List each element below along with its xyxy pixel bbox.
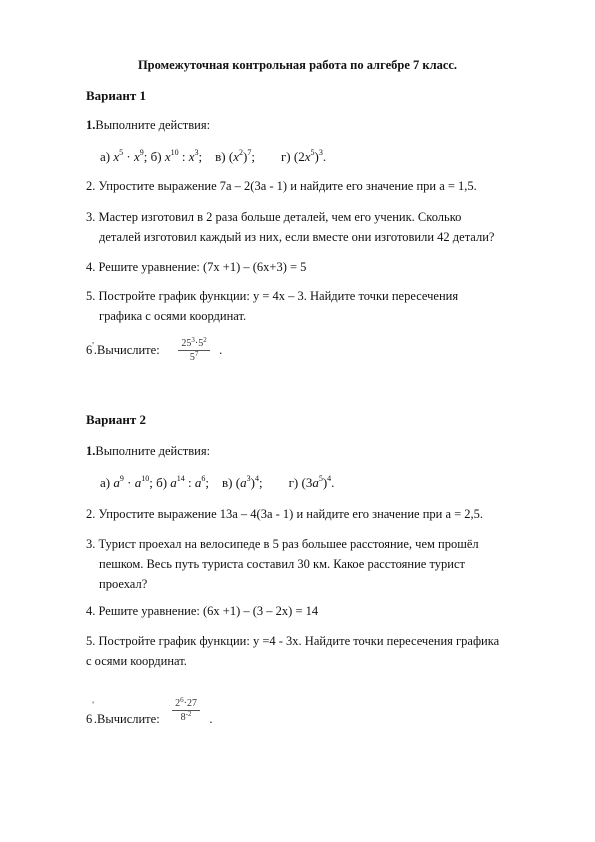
- v1-task-1-text: Выполните действия:: [95, 118, 211, 132]
- variant-1-heading: Вариант 1: [86, 88, 147, 103]
- variant-2-heading: Вариант 2: [86, 412, 147, 427]
- v1-part-a-label: а): [100, 149, 111, 164]
- v2-part-v-label: в): [222, 475, 233, 490]
- v1-part-b-label: б): [150, 149, 162, 164]
- v1-task-5-line-2: графика с осями координат.: [99, 309, 247, 323]
- v2-task-6: 6'.Вычислите: $\frac{2^6\cdot 27}{8^{-2}}$ .: [86, 695, 213, 726]
- v1-task-1: [86, 118, 210, 133]
- v1-task-3-line-2: деталей изготовил каждый из них, если вместе они изготовили 42 детали?: [99, 230, 495, 244]
- v2-task-3-line-1: 3. Турист проехал на велосипеде в 5 раз большее расстояние, чем прошёл: [86, 537, 479, 551]
- v2-task-5-line-1: 5. Постройте график функции: у =4 - 3х. Найдите точки пересечения графика: [86, 634, 500, 648]
- page-title: Промежуточная контрольная работа по алгебре 7 класс.: [137, 58, 458, 72]
- v1-task-1-expressions: а) $x^5 \cdot x^9$; б) $x^{10}$ : $x^3$; в) $(x^2)^7$; г) $(2x^5)^3$.: [100, 148, 327, 164]
- v2-task-4: 4. Решите уравнение: (6х +1) – (3 – 2х) = 14: [86, 604, 319, 618]
- v1-task-6: 6'.Вычислите: $\frac{25^3\cdot 5^2}{5^7}$ .: [86, 336, 223, 363]
- v2-part-g-label: г): [288, 475, 299, 490]
- v2-task-6-fraction: $\frac{2^6\cdot 27}{8^{-2}}$: [172, 698, 200, 723]
- v1-task-4: 4. Решите уравнение: (7х +1) – (6х+3) = 5: [86, 260, 307, 274]
- v2-part-a-label: а): [100, 475, 111, 490]
- v1-part-g-label: г): [280, 149, 291, 164]
- v2-part-b-label: б): [156, 475, 168, 490]
- v1-task-1-number: 1.: [86, 118, 96, 132]
- v1-task-6-fraction: $\frac{25^3\cdot 5^2}{5^7}$: [178, 338, 209, 363]
- v1-task-6-number: 6: [86, 343, 93, 357]
- v2-task-3-line-3: проехал?: [99, 577, 148, 591]
- v1-task-5-line-1: 5. Постройте график функции: у = 4х – 3. Найдите точки пересечения: [86, 289, 459, 303]
- v2-task-1-number: 1.: [86, 444, 96, 458]
- v1-task-3-line-1: 3. Мастер изготовил в 2 раза больше деталей, чем его ученик. Сколько: [86, 210, 462, 224]
- v1-part-v-label: в): [215, 149, 226, 164]
- v2-task-5-line-2: с осями координат.: [86, 654, 187, 668]
- v2-task-3-line-2: пешком. Весь путь туриста составил 30 км. Какое расстояние турист: [99, 557, 465, 571]
- v2-task-1-expressions: а) $a^9 \cdot a^{10}$; б) $a^{14}$ : $a^6$; в) $(a^3)^4$; г) $(3a^5)^4$.: [100, 474, 335, 490]
- v2-task-2: 2. Упростите выражение 13а – 4(3а - 1) и найдите его значение при а = 2,5.: [86, 507, 484, 521]
- v1-task-2: 2. Упростите выражение 7а – 2(3а - 1) и найдите его значение при а = 1,5.: [86, 179, 477, 193]
- v2-task-6-number: 6: [86, 711, 93, 726]
- v2-task-1-text: Выполните действия:: [95, 444, 211, 458]
- v2-task-1: [86, 444, 210, 459]
- v1-task-6-label: .Вычислите:: [93, 343, 160, 357]
- v2-task-6-label: .Вычислите:: [93, 711, 160, 726]
